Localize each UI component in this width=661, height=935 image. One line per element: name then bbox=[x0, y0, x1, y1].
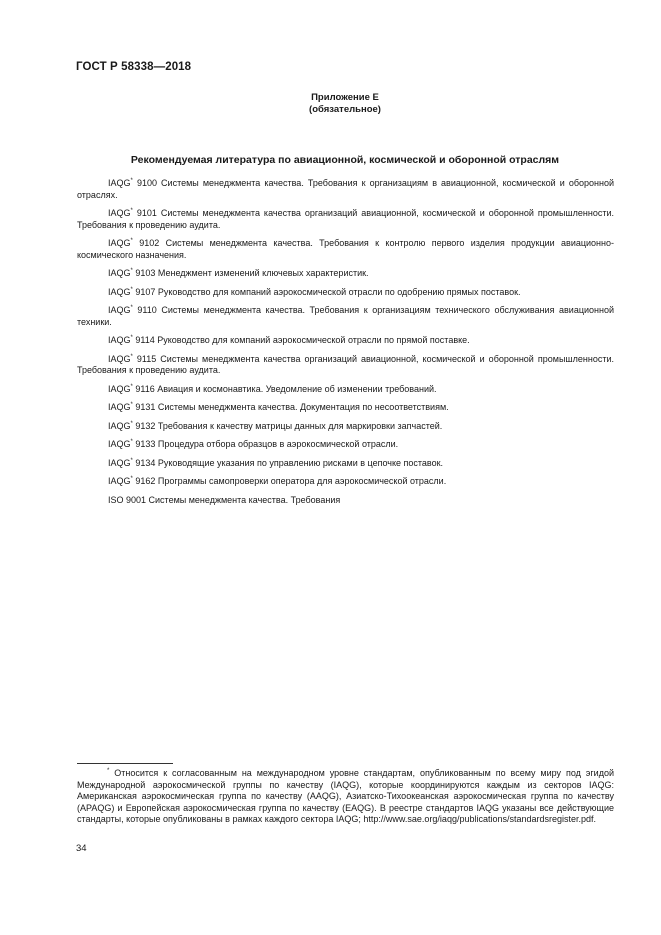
page-number: 34 bbox=[76, 843, 87, 854]
reference-text: 9134 Руководящие указания по управлению рисками в цепочке поставок. bbox=[132, 457, 444, 468]
footnote-divider bbox=[77, 763, 173, 764]
footnote-mark: * bbox=[130, 439, 133, 445]
footnote-mark: * bbox=[130, 305, 133, 311]
appendix-title: Приложение Е bbox=[311, 92, 379, 103]
reference-code: IAQG bbox=[108, 286, 131, 297]
reference-code: IAQG bbox=[108, 383, 131, 394]
reference-code: IAQG bbox=[108, 208, 131, 218]
reference-code: ISO 9001 bbox=[108, 494, 147, 505]
reference-code: IAQG bbox=[108, 305, 131, 315]
reference-item bbox=[77, 439, 614, 451]
reference-item bbox=[77, 178, 614, 201]
reference-item bbox=[77, 354, 614, 377]
reference-code: IAQG bbox=[108, 178, 131, 188]
reference-item bbox=[77, 495, 614, 507]
footnote-mark: * bbox=[130, 383, 133, 390]
reference-code: IAQG bbox=[108, 402, 131, 412]
reference-item bbox=[77, 458, 614, 470]
footnote-mark: * bbox=[130, 457, 133, 464]
reference-code: IAQG bbox=[108, 238, 131, 248]
reference-text: 9131 Системы менеджмента качества. Документация по несоответствиям. bbox=[132, 402, 449, 412]
reference-item bbox=[77, 208, 614, 231]
reference-text: 9100 Системы менеджмента качества. Требования к организациям в авиационной, космической и оборонной отраслях. bbox=[77, 178, 614, 200]
footnote-mark: * bbox=[130, 420, 133, 427]
reference-text: 9101 Системы менеджмента качества организаций авиационной, космической и оборонной промышленности. Требования к проведению аудита. bbox=[77, 208, 614, 230]
reference-text: 9102 Системы менеджмента качества. Требования к контролю первого изделия продукции авиационно-космического назначения. bbox=[77, 238, 614, 260]
reference-item bbox=[77, 402, 614, 414]
footnote bbox=[77, 768, 614, 826]
reference-item bbox=[77, 384, 614, 396]
reference-item bbox=[77, 421, 614, 433]
reference-code: IAQG bbox=[108, 268, 131, 278]
reference-code: IAQG bbox=[108, 439, 131, 449]
reference-item bbox=[77, 335, 614, 347]
footnote-mark: * bbox=[130, 402, 133, 408]
reference-text: 9116 Авиация и космонавтика. Уведомление об изменении требований. bbox=[132, 383, 437, 394]
appendix-heading bbox=[0, 92, 661, 116]
reference-code: IAQG bbox=[108, 420, 131, 431]
reference-text: 9107 Руководство для компаний аэрокосмической отрасли по одобрению прямых поставок. bbox=[132, 286, 521, 297]
reference-item bbox=[77, 305, 614, 328]
reference-code: IAQG bbox=[108, 457, 131, 468]
footnote-mark: * bbox=[130, 353, 133, 360]
reference-item bbox=[77, 238, 614, 261]
footnote-mark: * bbox=[130, 238, 133, 244]
reference-text: 9162 Программы самопроверки оператора для аэрокосмической отрасли. bbox=[132, 476, 447, 486]
reference-text: 9115 Системы менеджмента качества организаций авиационной, космической и оборонной промышленности. Требования к проведению аудита. bbox=[77, 353, 614, 375]
footnote-mark: * bbox=[130, 335, 133, 341]
reference-item bbox=[77, 476, 614, 488]
reference-text: 9110 Системы менеджмента качества. Требования к организациям технического обслуживания авиационной техники. bbox=[77, 305, 614, 327]
footnote-mark: * bbox=[107, 768, 110, 774]
standard-code: ГОСТ Р 58338—2018 bbox=[76, 61, 192, 73]
reference-text: 9114 Руководство для компаний аэрокосмической отрасли по прямой поставке. bbox=[132, 335, 470, 345]
reference-code: IAQG bbox=[108, 335, 131, 345]
footnote-mark: * bbox=[130, 208, 133, 214]
reference-item bbox=[77, 287, 614, 299]
appendix-subtitle: (обязательное) bbox=[309, 104, 381, 115]
section-title: Рекомендуемая литература по авиационной, космической и оборонной отраслям bbox=[130, 154, 560, 166]
reference-text: 9133 Процедура отбора образцов в аэрокосмической отрасли. bbox=[132, 439, 399, 449]
footnote-mark: * bbox=[130, 178, 133, 184]
reference-item bbox=[77, 268, 614, 280]
reference-text: 9132 Требования к качеству матрицы данных для маркировки запчастей. bbox=[132, 420, 443, 431]
footnote-mark: * bbox=[130, 268, 133, 274]
reference-list bbox=[77, 178, 614, 513]
footnote-text: Относится к согласованным на международном уровне стандартам, опубликованным по всему миру под эгидой Международной аэрокосмической группы по качеству (IAQG), которые координируются каждым из секторов IAQG: Американская аэрокосмическая группа по качеству (AAQG), Азиатско-Тихоокеанская аэрокосмическая группа по качеству (APAQG) и Европейская аэрокосмическая группа по качеству (EAQG). В реестре стандартов IAQG указаны все действующие стандарты, которые опубликованы в рамках каждого сектора IAQG; http://www.sae.org/iaqg/publications/standardsregister.pdf. bbox=[77, 768, 614, 825]
reference-code: IAQG bbox=[108, 476, 131, 486]
footnote-mark: * bbox=[130, 286, 133, 293]
reference-text: 9103 Менеджмент изменений ключевых характеристик. bbox=[132, 268, 369, 278]
reference-code: IAQG bbox=[108, 353, 131, 364]
footnote-mark: * bbox=[130, 476, 133, 482]
reference-text: Системы менеджмента качества. Требования bbox=[146, 494, 341, 505]
